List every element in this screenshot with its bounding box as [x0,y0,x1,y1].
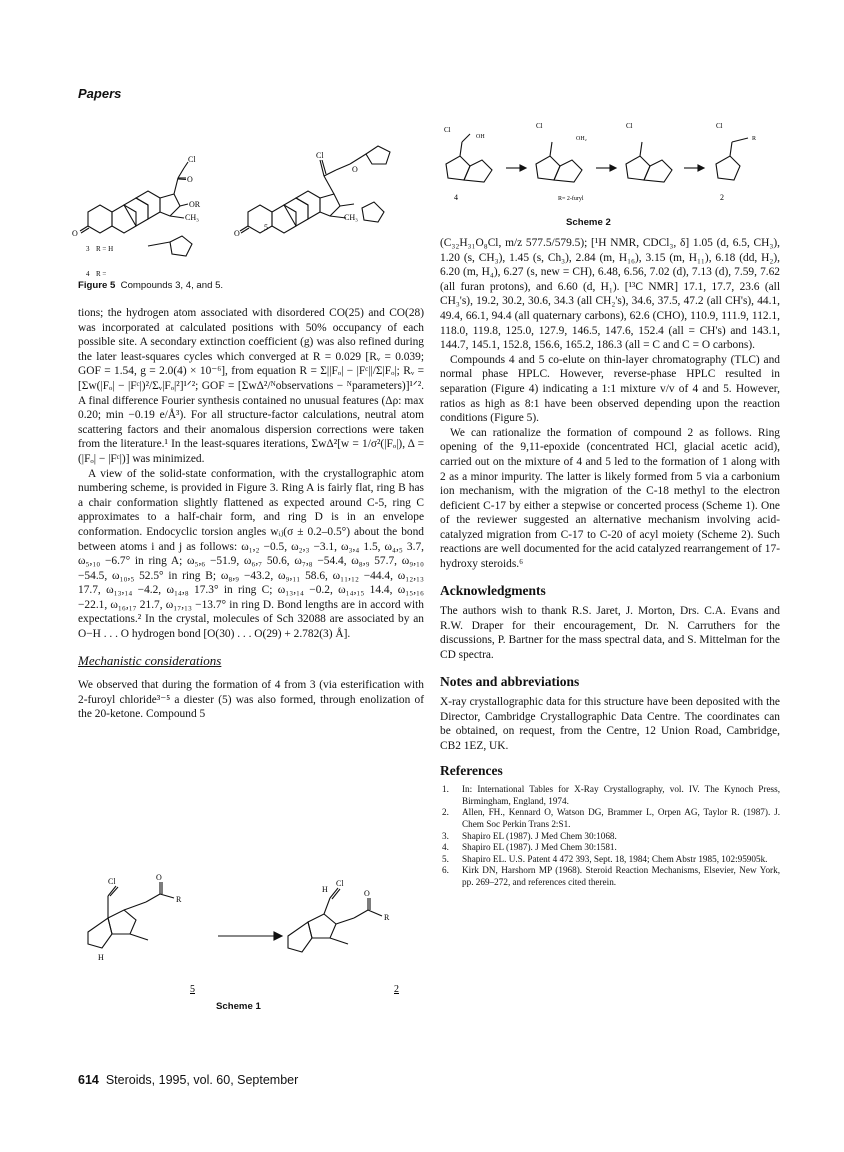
scheme1-structures [78,872,424,997]
reference-item: 6. Kirk DN, Harshorn MP (1968). Steroid Reaction Mechanisms, Elsevier, New York, pp. 269–272, and references cited therein. [442,865,780,887]
s1-cl-left: Cl [108,877,116,886]
right-para-2: Compounds 4 and 5 co-elute on thin-layer chromatography (TLC) and normal phase HPLC. However, reverse-phase HPLC resulted in separation (Figure 4) indicating a 1:1 mixture v/v of 4 and 5. However, ratios as high as 8:1 have been observed depending upon the reaction conditions (Figure 5). [440,353,780,425]
s2-compound2: 2 [720,193,724,202]
compound4-label: 4 [86,270,90,278]
references-list [440,784,780,888]
left-column [78,306,424,722]
s2-cl-2: Cl [536,122,543,130]
fig5-label-cl-5: Cl [316,151,324,160]
s2-oh2: OH₂ [576,136,587,142]
figure5-caption-label: Figure 5 [78,280,116,291]
fig5-label-ch3-5: CH₃ [344,213,358,222]
page-number: 614 [78,1073,99,1087]
left-para-3: We observed that during the formation of 4 from 3 (via esterification with 2-furoyl chloride³⁻⁵ a diester (5) was also formed, through enolization of the 20-ketone. Compound 5 [78,679,424,721]
compound5-label: 5 [264,223,268,232]
s1-o-right: O [364,889,370,898]
s1-h-left: H [98,953,104,962]
fig5-label-o-5: O [352,165,358,174]
s1-compound5: 5 [190,984,195,995]
left-para-2: A view of the solid-state conformation, with the crystallographic atom numbering scheme, is provided in Figure 3. Ring A is fairly flat, ring B has a chair conformation slightly flattened as expected around C-5, ring C approximates to a half-chair form, and ring D is in an envelope conformation. Endocyclic torsion angles wᵢⱼ(σ ± 0.2–0.5°) about the bond between atoms i and j as follows: ω₁,₂ −0.5, ω₂,₃ −3.1, ω₃,₄ 1.5, ω₄,₅ 3.7, ω₅,₁₀ −6.7° in ring A; ω₅,₆ −51.9, ω₆,₇ 50.6, ω₇,₈ −54.4, ω₈,₉ 57.7, ω₉,₁₀ −54.5, ω₁₀,₅ 52.5° in ring B; ω₈,₉ −43.2, ω₉,₁₁ 58.6, ω₁₁,₁₂ −44.4, ω₁₂,₁₃ 17.7, ω₁₃,₁₄ −4.2, ω₁₄,₈ 17.3° in ring C; ω₁₃,₁₄ −0.2, ω₁₄,₁₅ 14.4, ω₁₅,₁₆ −22.1, ω₁₆,₁₇ 21.7, ω₁₇,₁₃ −13.7° in ring D. Bond lengths are in accord with expectations.² In the crystal, molecules of Sch 32088 are associated by an O−H . . . O hydrogen bond [O(30) . . . O(29) + 2.782(3) Å]. [78,467,424,641]
right-column [440,236,780,889]
compound3-label: 3 [86,245,90,253]
scheme1-label: Scheme 1 [216,1001,261,1012]
notes-heading: Notes and abbreviations [440,673,580,689]
s1-cl-right: Cl [336,879,344,888]
fig5-label-o5: O [234,229,240,238]
s1-o-left: O [156,873,162,882]
left-para-1: tions; the hydrogen atom associated with disordered CO(25) and CO(28) was incorporated at calculated positions with 50% occupancy of each possible site. A secondary extinction coefficient (g) was also refined during the later least-squares cycles which converged at R = 0.029 [Rᵥ = 0.039; GOF = 1.54, g = 2.0(4) × 10⁻⁶], from equation R = Σ||Fₒ| − |Fᶜ||/Σ|Fₒ|; Rᵥ = [Σw(|Fₒ| − |Fᶜ|)²/Σᵥ|Fₒ|²]¹ᐟ²; GOF = [ΣwΔ²/ᴺobservations − ᴺparameters)]¹ᐟ². A final difference Fourier synthesis contained no unusual features (Δρ: max 0.20; min −0.19 e/Å³). For all structure-factor calculations, neutral atom scattering factors and their anomalous dispersion corrections were taken from the literature.¹ In the least-squares iterations, ΣwΔ²[w = 1/σ²(|Fₒ|), Δ = (|Fₒ| − |Fᶜ|)] was minimized. [78,307,424,465]
right-para-1: (C₃₂H₃₁O₈Cl, m/z 577.5/579.5); [¹H NMR, CDCl₃, δ] 1.05 (d, 6.5, CH₃), 1.20 (s, CH₃), 1.45 (s, Ch₃), 2.84 (m, H₁₆), 3.15 (m, H₁₁), 6.18 (dd, H₂), 6.20 (m, H₄), 6.27 (s, new = CH), 6.48, 6.56, 7.02 (d), 7.13 (d), 7.59, 7.62 (all furan protons), and 6.60 (d, H₁). [¹³C NMR] 17.1, 17.7, 23.6 (all CH₃'s), 19.2, 30.2, 30.6, 34.3 (all CH₂'s), 34.6, 37.5, 47.2 (all CH's), 44.1, 49.4, 66.1, 94.4 (all quaternary carbons), 62.6 (CHO), 110.9, 111.9, 112.1, 118.0, 119.8, 125.0, 127.9, 146.5, 147.6, 152.4 (all = CH's) and 143.1, 144.7, 145.1, 152.8, 156.6, 165.2, 186.3 (all = C and C = O carbons). [440,237,780,352]
acknowledgments-text: The authors wish to thank R.S. Jaret, J. Morton, Drs. C.A. Evans and R.W. Draper for their encouragement, Dr. N. Carruthers for the discussions, P. Bartner for the mass spectral data, and S. Mittelman for the CD spectra. [440,605,780,662]
references-heading: References [440,762,503,778]
r-equals-h-label: R = H [96,245,114,253]
s2-r-note: R= 2-furyl [558,196,584,202]
s2-r: R [752,136,757,142]
scheme2-structures [440,112,770,202]
s1-h-right: H [322,885,328,894]
page-footer [78,1073,298,1087]
journal-citation: Steroids, 1995, vol. 60, September [105,1073,299,1087]
s1-compound2: 2 [394,984,399,995]
fig5-label-cl: Cl [188,155,196,164]
reference-item: 4. Shapiro EL (1987). J Med Chem 30:1581. [442,842,617,853]
figure5-structures [72,112,418,278]
s2-cl-4: Cl [716,122,723,130]
reference-item: 2. Allen, FH., Kennard O, Watson DG, Brammer L, Orpen AG, Taylor R. (1987). J. Chem Soc Perkin Trans 2:S1. [442,807,780,829]
reference-item: 3. Shapiro EL (1987). J Med Chem 30:1068. [442,830,617,841]
right-para-3: We can rationalize the formation of compound 2 as follows. Ring opening of the 9,11-epoxide (concentrated HCl, glacial acetic acid), carried out on the mixture of 4 and 5 led to the formation of 1 along with 2 as a minor impurity. The latter is likely formed from 5 via a carbonium ion mechanism, with the migration of the C-18 methyl to the electron deficient C-17 by either a stepwise or concerted process (Scheme 1). One of the reviewer suggested an alternative mechanism involving acid-catalyzed migration from C-17 to C-20 of acyl moiety (Scheme 2). Such reactions are well documented for the acid catalyzed rearrangement of 17-hydroxy steroids.⁶ [440,426,780,571]
r-equals-label: R = [96,270,107,278]
figure5-caption [78,280,223,291]
running-header: Papers [78,86,122,101]
fig5-label-o: O [187,175,193,184]
s2-oh: OH [476,134,485,140]
fig5-label-o3: O [72,229,78,238]
s1-r-left: R [176,895,182,904]
notes-text: X-ray crystallographic data for this structure have been deposited with the Director, Cambridge Crystallographic Data Centre. The coordinates can be obtained, on request, from the Centre, 12 Union Road, Cambridge, CB2 1EZ, UK. [440,696,780,752]
reference-item: 1. In: International Tables for X-Ray Crystallography, vol. IV. The Kynoch Press, Birmingham, England, 1974. [442,784,780,806]
fig5-label-ch3: CH₃ [185,213,199,222]
reference-item: 5. Shapiro EL. U.S. Patent 4 472 393, Sept. 18, 1984; Chem Abstr 1985, 102:95905k. [442,853,768,864]
mechanistic-heading: Mechanistic considerations [78,652,222,668]
s2-cl-1: Cl [444,126,451,134]
fig5-label-or: OR [189,200,201,209]
s1-r-right: R [384,913,390,922]
acknowledgments-heading: Acknowledgments [440,582,546,598]
figure5-caption-text: Compounds 3, 4, and 5. [120,280,224,291]
s2-cl-3: Cl [626,122,633,130]
scheme2-label: Scheme 2 [566,217,611,228]
s2-compound4: 4 [454,193,458,202]
